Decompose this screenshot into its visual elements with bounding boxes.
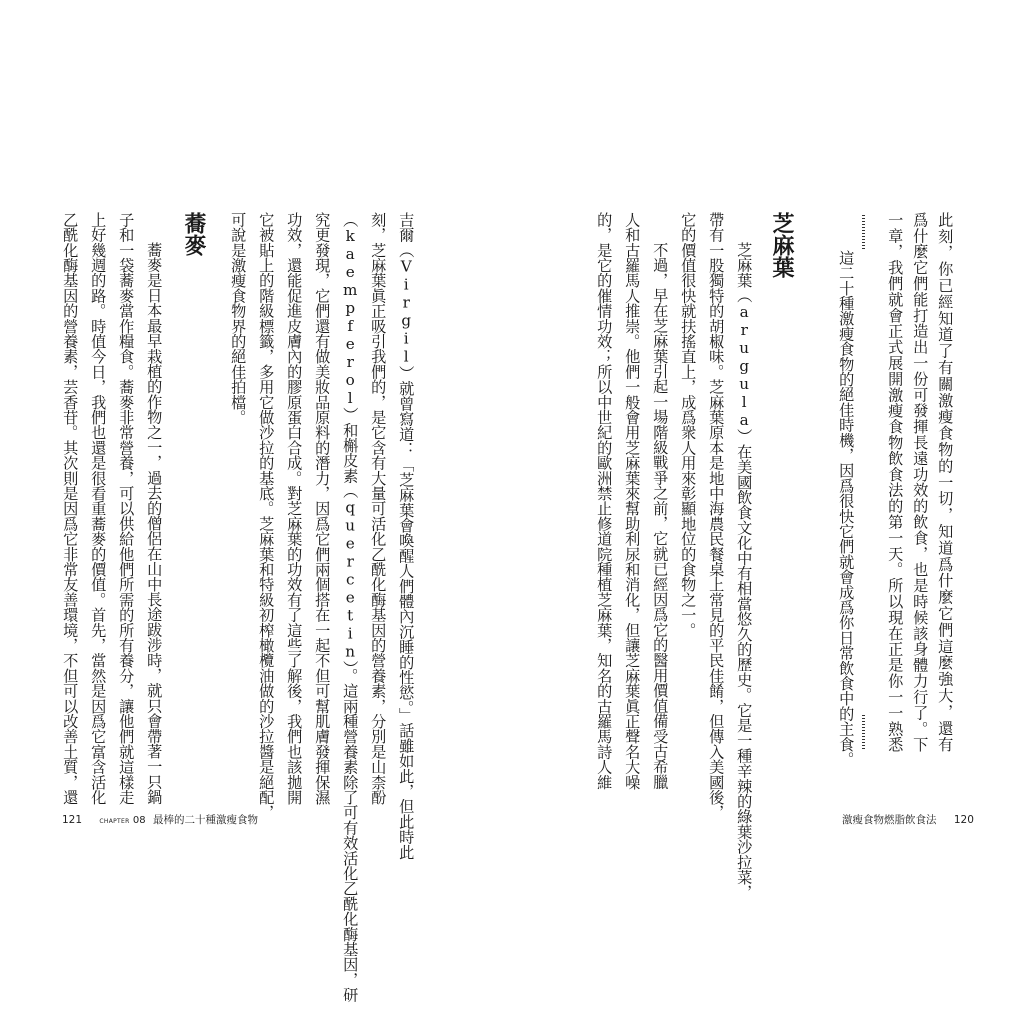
chapter-title: 最棒的二十種激瘦食物 <box>152 814 258 826</box>
intro-rule-bottom <box>862 715 865 751</box>
intro-line: 這二十種激瘦食物的絕佳時機，因爲很快它們就會成爲你日常飲食中的主食。 <box>837 250 856 767</box>
chapter-label: CHAPTER <box>99 818 130 825</box>
body-line: 刻，芝麻葉眞正吸引我們的，是它含有大量可活化乙酰化酶基因的營養素，分別是山柰酚 <box>369 212 388 805</box>
intro-line: 一章，我們就會正式展開激瘦食物飲食法的第一天。所以現在正是你一一熟悉 <box>886 212 905 752</box>
body-line: 吉爾（Virgil）就曾寫道：「芝麻葉會喚醒人們體內沉睡的性慾。」話雖如此，但此時此 <box>397 212 416 860</box>
body-line: 乙酰化酶基因的營養素，芸香苷。其次則是因爲它非常友善環境，不但可以改善土質，還 <box>61 212 80 805</box>
body-line: 可說是激瘦食物界的絕佳拍檔。 <box>229 212 248 425</box>
running-footer-right <box>842 812 974 827</box>
page-number: 121 <box>62 814 83 826</box>
body-line: 芝麻葉（arugula）在美國飲食文化中有相當悠久的歷史。它是一種辛辣的綠葉沙拉菜， <box>735 242 754 900</box>
chapter-number: 08 <box>132 815 146 826</box>
body-line: 蕎麥是日本最早栽植的作物之一，過去的僧侶在山中長途跋涉時，就只會帶著一只鍋 <box>145 242 164 805</box>
body-line: 它的價值很快就扶搖直上，成爲衆人用來彰顯地位的食物之一。 <box>679 212 698 638</box>
body-line: 子和一袋蕎麥當作糧食。蕎麥非常營養，可以供給他們所需的所有養分，讓他們就這樣走 <box>117 212 136 805</box>
intro-rule-top <box>862 215 865 251</box>
book-title: 激瘦食物燃脂飲食法 <box>842 814 937 826</box>
intro-line: 此刻，你已經知道了有關激瘦食物的一切，知道爲什麼它們這麼強大，還有 <box>936 212 955 752</box>
body-line: 究更發現，它們還有做美妝品原料的潛力，因爲它們兩個搭在一起不但可幫肌膚發揮保濕 <box>313 212 332 805</box>
body-line: 的，是它的催情功效；所以中世紀的歐洲禁止修道院種植芝麻葉，知名的古羅馬詩人維 <box>595 212 614 790</box>
body-line: （kaempferol）和槲皮素（quercetin）。這兩種營養素除了可有效活化乙酰化酶基因，研 <box>341 212 360 1003</box>
body-line: 人和古羅馬人推崇。他們一般會用芝麻葉來幫助利尿和消化，但讓芝麻葉眞正聲名大噪 <box>623 212 642 790</box>
section-heading: 蕎麥 <box>181 212 206 256</box>
body-line: 上好幾週的路。時值今日，我們也還是很看重蕎麥的價值。首先，當然是因爲它富含活化 <box>89 212 108 805</box>
intro-line: 爲什麼它們能打造出一份可發揮長遠功效的飲食，也是時候該身體力行了。下 <box>911 212 930 752</box>
section-heading: 芝麻葉 <box>769 212 794 278</box>
running-footer-left <box>62 812 258 827</box>
body-line: 功效，還能促進皮膚內的膠原蛋白合成。對芝麻葉的功效有了這些了解後，我們也該拋開 <box>285 212 304 805</box>
page-number: 120 <box>953 814 974 826</box>
body-line: 不過，早在芝麻葉引起一場階級戰爭之前，它就已經因爲它的醫用價值備受古希臘 <box>651 242 670 790</box>
body-line: 它被貼上的階級標籤，多用它做沙拉的基底。芝麻葉和特級初榨橄欖油做的沙拉醬是絕配， <box>257 212 276 820</box>
body-line: 帶有一股獨特的胡椒味。芝麻葉原本是地中海農民餐桌上常見的平民佳餚，但傳入美國後， <box>707 212 726 820</box>
